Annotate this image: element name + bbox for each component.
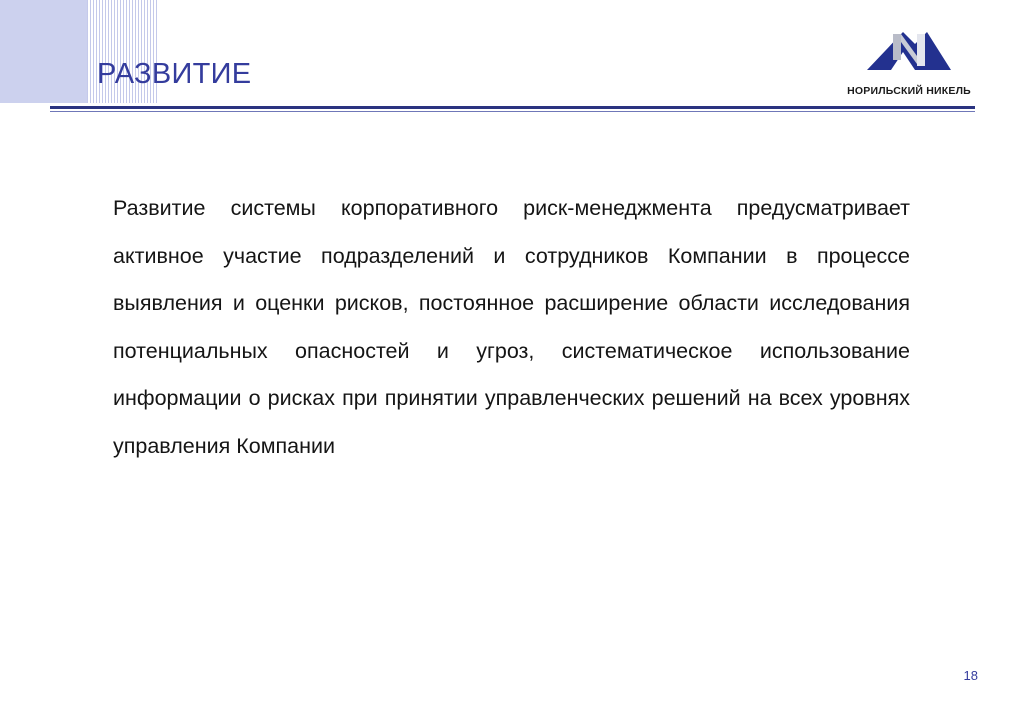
header-rule-thin [50, 111, 975, 112]
slide-title: РАЗВИТИЕ [97, 58, 252, 90]
corner-decoration [0, 0, 87, 103]
page-number: 18 [963, 668, 978, 683]
logo-text: НОРИЛЬСКИЙ НИКЕЛЬ [847, 85, 971, 97]
company-logo [839, 30, 979, 100]
nornickel-mountain-n-icon [867, 30, 951, 82]
header-rule [50, 106, 975, 109]
body-paragraph: Развитие системы корпоративного риск-менеджмента предусматривает активное участие подразделений и сотрудников Компании в процессе выявления и оценки рисков, постоянное расширение области исследования потенциальных опасностей и угроз, систематическое использование информации о рисках при принятии управленческих решений на всех уровнях управления Компании [113, 196, 910, 458]
